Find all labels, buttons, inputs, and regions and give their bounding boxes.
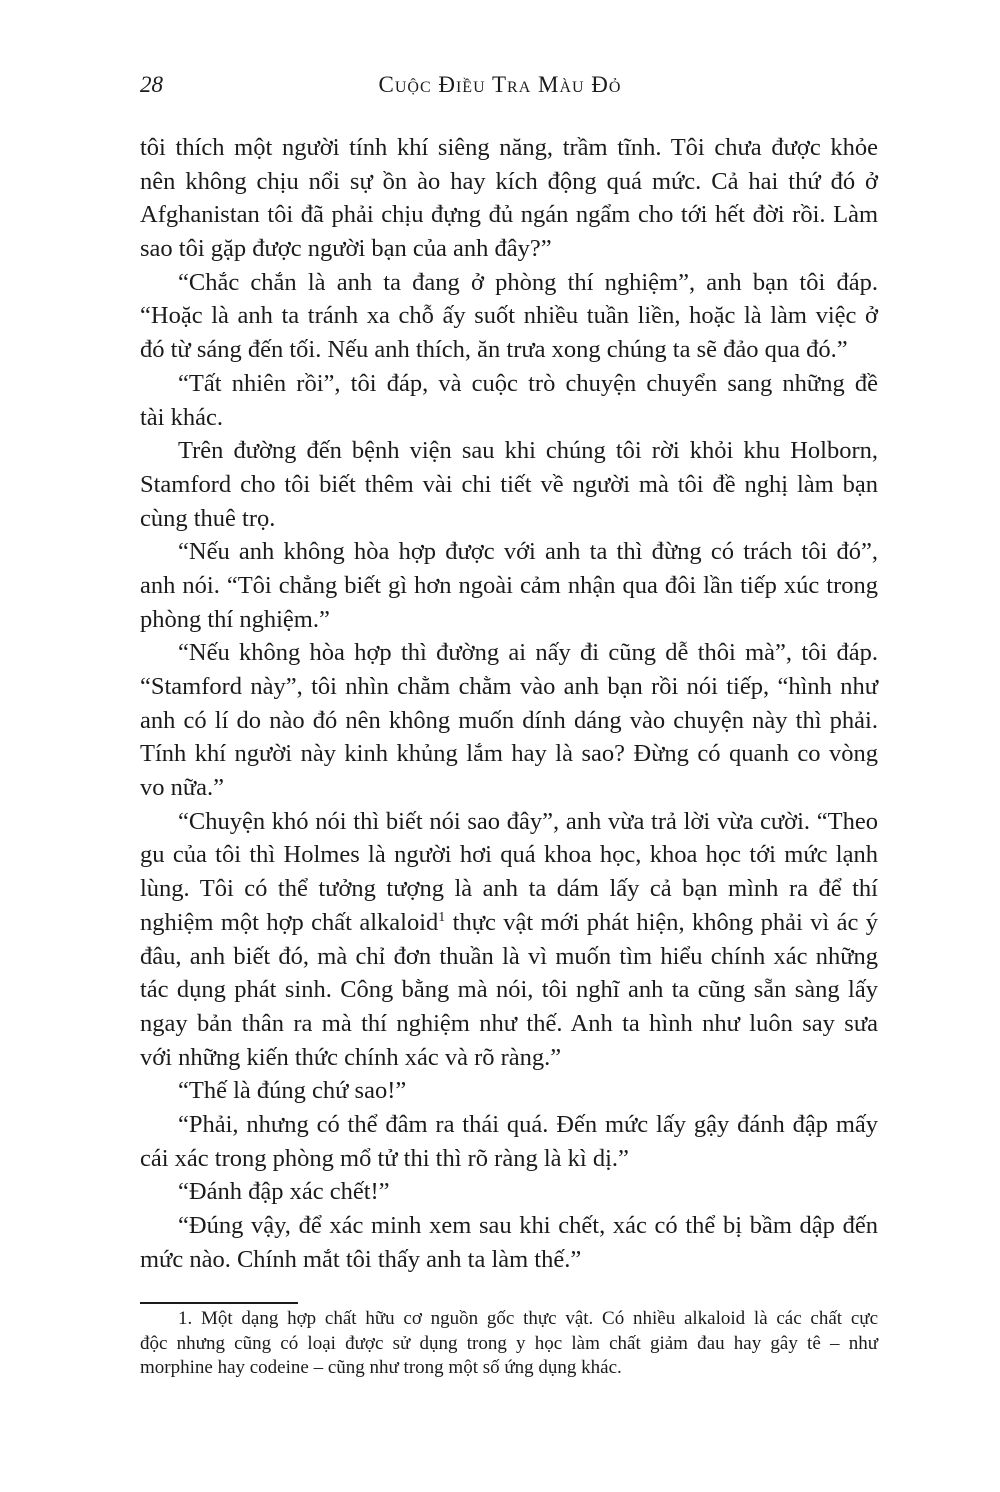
text-line: tài khác. — [140, 403, 223, 431]
text-line: mức nào. Chính mắt tôi thấy anh ta làm thế.” — [140, 1245, 582, 1273]
text-line: lùng. Tôi có thể tưởng tượng là anh ta dám lấy cả bạn mình ra để thí — [140, 875, 878, 903]
paragraph — [140, 1074, 878, 1108]
text-line: Stamford cho tôi biết thêm vài chi tiết về người mà tôi đề nghị làm bạn — [140, 470, 878, 498]
running-header-title: Cuộc Điều Tra Màu Đỏ — [378, 72, 622, 97]
text-line: đó từ sáng đến tối. Nếu anh thích, ăn trưa xong chúng ta sẽ đảo qua đó.” — [140, 336, 848, 364]
text-line: “Chuyện khó nói thì biết nói sao đây”, anh vừa trả lời vừa cười. “Theo — [178, 807, 878, 835]
text-line: “Nếu không hòa hợp thì đường ai nấy đi cũng dễ thôi mà”, tôi đáp. — [178, 639, 878, 667]
text-line: với những kiến thức chính xác và rõ ràng.” — [140, 1043, 562, 1071]
text-line: Tính khí người này kinh khủng lắm hay là sao? Đừng có quanh co vòng — [140, 740, 878, 768]
text-line: phòng thí nghiệm.” — [140, 605, 330, 633]
footnote-line: morphine hay codeine – cũng như trong một số ứng dụng khác. — [140, 1357, 622, 1378]
text-line: cùng thuê trọ. — [140, 504, 276, 532]
text-line: “Nếu anh không hòa hợp được với anh ta thì đừng có trách tôi đó”, — [178, 538, 878, 566]
text-line: cái xác trong phòng mổ tử thi thì rõ ràng là kì dị.” — [140, 1144, 629, 1172]
paragraph — [140, 1108, 878, 1175]
text-line: Afghanistan tôi đã phải chịu đựng đủ ngán ngẩm cho tới hết đời rồi. Làm — [140, 201, 878, 229]
body-text — [140, 131, 878, 1276]
text-line: anh nói. “Tôi chẳng biết gì hơn ngoài cảm nhận qua đôi lần tiếp xúc trong — [140, 571, 878, 599]
paragraph — [140, 367, 878, 434]
text-segment: thực vật mới phát hiện, không phải vì ác ý — [445, 908, 878, 936]
text-line: anh có lí do nào đó nên không muốn dính dáng vào chuyện này thì phải. — [140, 706, 878, 734]
text-line — [140, 906, 878, 940]
text-line: ngay bản thân ra mà thí nghiệm như thế. Anh ta hình như luôn say sưa — [140, 1009, 878, 1037]
text-line: nên không chịu nổi sự ồn ào hay kích động quá mức. Cả hai thứ đó ở — [140, 167, 878, 195]
text-line: “Đánh đập xác chết!” — [178, 1178, 390, 1206]
text-line: “Chắc chắn là anh ta đang ở phòng thí nghiệm”, anh bạn tôi đáp. — [178, 268, 878, 296]
paragraph — [140, 805, 878, 1075]
text-line: “Đúng vậy, để xác minh xem sau khi chết, xác có thể bị bầm dập đến — [178, 1212, 878, 1239]
paragraph — [140, 434, 878, 535]
page-number: 28 — [140, 72, 163, 97]
paragraph — [140, 1175, 878, 1209]
text-line: Trên đường đến bệnh viện sau khi chúng tôi rời khỏi khu Holborn, — [178, 437, 878, 465]
paragraph — [140, 535, 878, 636]
text-segment: nghiệm một hợp chất alkaloid — [140, 908, 439, 936]
text-line: “Stamford này”, tôi nhìn chằm chằm vào anh bạn rồi nói tiếp, “hình như — [140, 673, 878, 700]
text-line: “Tất nhiên rồi”, tôi đáp, và cuộc trò chuyện chuyển sang những đề — [178, 369, 878, 397]
text-line: tác dụng phát sinh. Công bằng mà nói, tôi nghĩ anh ta cũng sẵn sàng lấy — [140, 976, 878, 1004]
text-line: gu của tôi thì Holmes là người hơi quá khoa học, khoa học tới mức lạnh — [140, 841, 878, 869]
paragraph — [140, 636, 878, 804]
text-line: sao tôi gặp được người bạn của anh đây?” — [140, 235, 552, 263]
text-line: vo nữa.” — [140, 774, 225, 802]
footnote-divider — [140, 1302, 298, 1304]
text-line: tôi thích một người tính khí siêng năng, trầm tĩnh. Tôi chưa được khỏe — [140, 134, 878, 161]
footnote-line: 1. Một dạng hợp chất hữu cơ nguồn gốc thực vật. Có nhiều alkaloid là các chất cực — [178, 1308, 878, 1329]
text-line: “Hoặc là anh ta tránh xa chỗ ấy suốt nhiều tuần liền, hoặc là làm việc ở — [140, 302, 878, 330]
footnote — [140, 1307, 878, 1381]
footnote-line: độc nhưng cũng có loại được sử dụng trong y học làm chất giảm đau hay gây tê – như — [140, 1332, 878, 1354]
text-line: đâu, anh biết đó, mà chỉ đơn thuần là vì muốn tìm hiểu chính xác những — [140, 942, 878, 970]
text-line: “Thế là đúng chứ sao!” — [178, 1077, 407, 1105]
paragraph — [140, 131, 878, 266]
paragraph — [140, 1209, 878, 1276]
paragraph — [140, 266, 878, 367]
footnote-reference: 1 — [438, 909, 446, 925]
text-line: “Phải, nhưng có thể đâm ra thái quá. Đến mức lấy gậy đánh đập mấy — [178, 1110, 878, 1138]
